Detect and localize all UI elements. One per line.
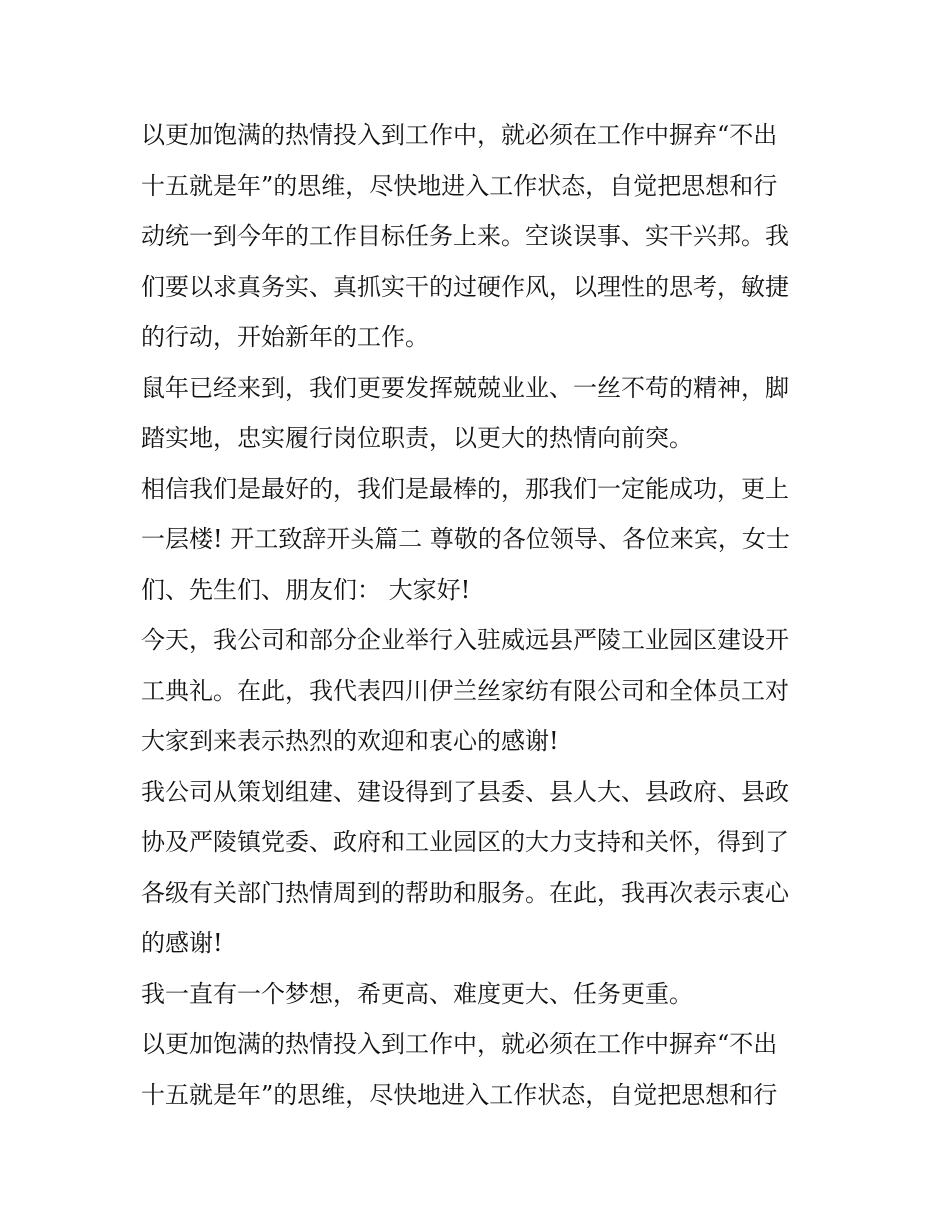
text-line-15: 协及严陵镇党委、政府和工业园区的大力支持和关怀，得到了: [141, 828, 789, 856]
text-line-13: 大家到来表示热烈的欢迎和衷心的感谢!: [141, 727, 559, 755]
text-line-19: 以更加饱满的热情投入到工作中，就必须在工作中摒弃“不出: [141, 1030, 778, 1058]
text-line-18: 我一直有一个梦想，希更高、难度更大、任务更重。: [141, 979, 693, 1008]
text-line-17: 的感谢!: [141, 929, 223, 957]
text-line-16: 各级有关部门热情周到的帮助和服务。在此，我再次表示衷心: [141, 878, 789, 907]
text-line-5: 的行动，开始新年的工作。: [141, 323, 429, 351]
text-line-12: 工典礼。在此，我代表四川伊兰丝家纺有限公司和全体员工对: [141, 676, 789, 705]
text-line-4: 们要以求真务实、真抓实干的过硬作风，以理性的思考，敏捷: [141, 272, 789, 301]
text-line-9: 一层楼! 开工致辞开头篇二 尊敬的各位领导、各位来宾，女士: [141, 525, 790, 553]
text-line-10: 们、先生们、朋友们： 大家好!: [141, 575, 471, 604]
text-line-6: 鼠年已经来到，我们更要发挥兢兢业业、一丝不苟的精神，脚: [141, 373, 789, 402]
text-line-11: 今天，我公司和部分企业举行入驻威远县严陵工业园区建设开: [141, 626, 789, 654]
document-body: [141, 110, 821, 1120]
text-line-14: 我公司从策划组建、建设得到了县委、县人大、县政府、县政: [141, 777, 789, 806]
text-line-8: 相信我们是最好的，我们是最棒的，那我们一定能成功，更上: [141, 474, 789, 503]
text-line-3: 动统一到今年的工作目标任务上来。空谈误事、实干兴邦。我: [141, 222, 789, 250]
text-line-20: 十五就是年”的思维，尽快地进入工作状态，自觉把思想和行: [141, 1080, 778, 1109]
text-line-7: 踏实地，忠实履行岗位职责，以更大的热情向前突。: [141, 424, 693, 452]
text-line-1: 以更加饱满的热情投入到工作中，就必须在工作中摒弃“不出: [141, 121, 778, 149]
text-line-2: 十五就是年”的思维，尽快地进入工作状态，自觉把思想和行: [141, 171, 778, 200]
